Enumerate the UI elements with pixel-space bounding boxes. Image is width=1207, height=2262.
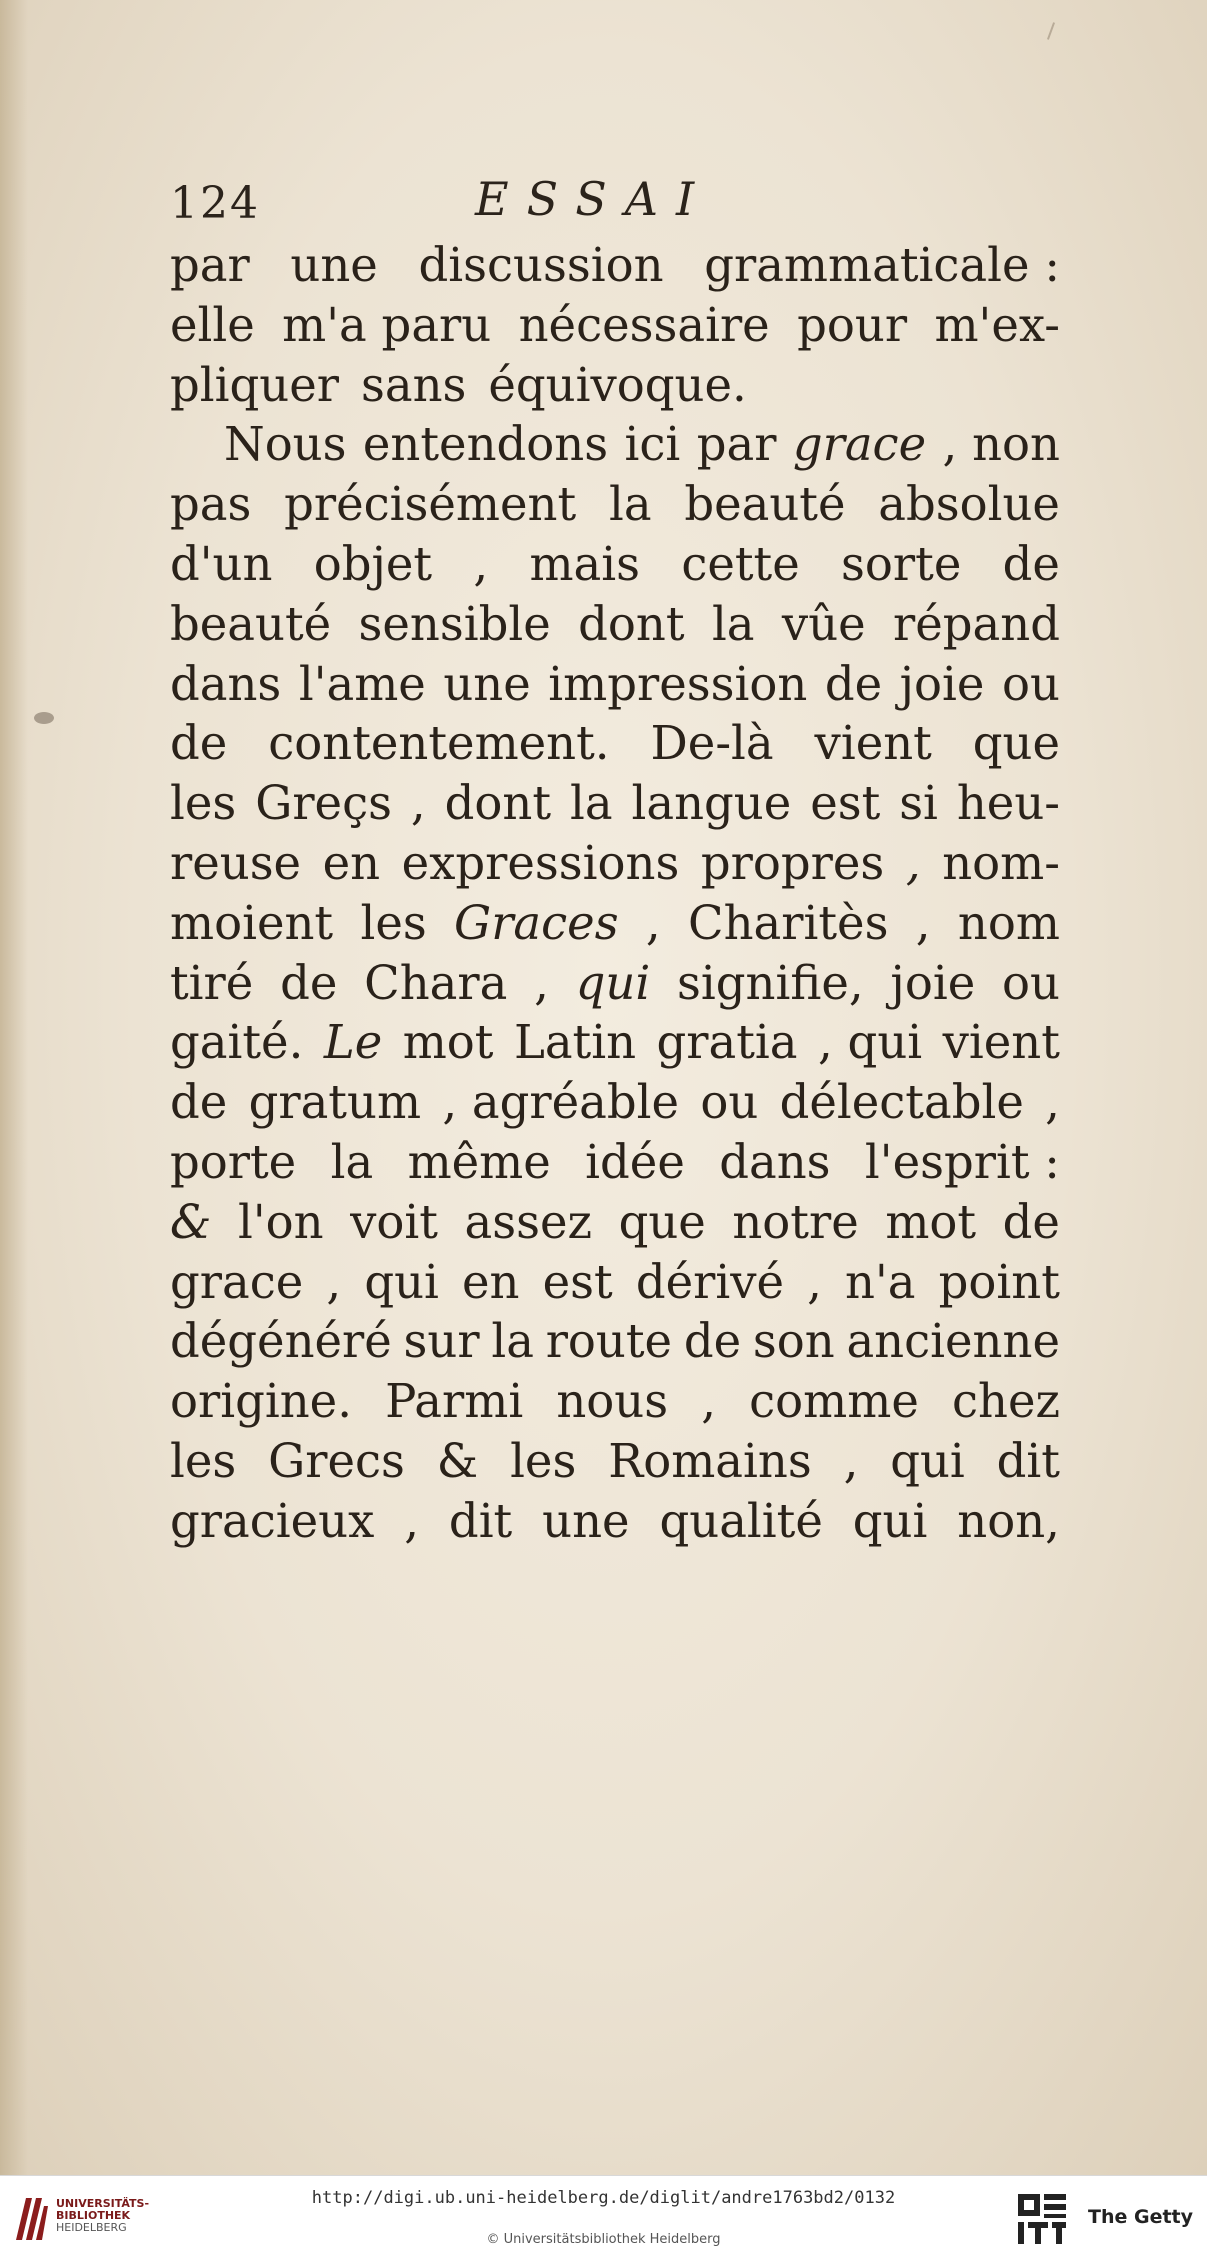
word: vient (942, 1015, 1060, 1070)
page-header (170, 172, 1070, 242)
word: une (290, 238, 378, 292)
word: délectable (779, 1075, 1024, 1130)
word: ou (1002, 955, 1060, 1010)
word: de (1002, 536, 1060, 591)
text-line (170, 1432, 1060, 1492)
word: porte (170, 1134, 297, 1189)
text-line (170, 774, 1060, 834)
word: nécessaire (518, 297, 770, 352)
running-head: ESSAI (475, 172, 713, 226)
word: cette (681, 536, 800, 591)
word: , agréable (442, 1075, 680, 1130)
word: la (711, 596, 755, 651)
word: une (542, 1493, 630, 1548)
word: la (491, 1314, 534, 1369)
word: expressions (401, 835, 680, 890)
word: par (170, 238, 250, 292)
word: les (360, 895, 427, 950)
word: comme (749, 1374, 919, 1429)
word: sans (360, 357, 467, 412)
word: que (972, 716, 1060, 771)
getty-label: The Getty (1088, 2206, 1194, 2228)
word: Latin (513, 1015, 637, 1070)
word: moient (170, 895, 334, 950)
word: , (915, 895, 931, 950)
text-line (170, 1073, 1060, 1133)
word: joie (890, 955, 976, 1010)
word: m'ex- (934, 297, 1060, 352)
word: Charitès (688, 895, 889, 950)
word: en (322, 835, 381, 890)
word: origine. (170, 1374, 352, 1429)
word: mot (402, 1015, 494, 1070)
word: son (752, 1314, 835, 1369)
word: , (843, 1433, 859, 1488)
word: de (683, 1314, 742, 1369)
word: grace (792, 417, 927, 472)
word: Romains (608, 1433, 812, 1488)
ub-name-line: BIBLIOTHEK (56, 2209, 131, 2222)
text-line (170, 1492, 1060, 1552)
word: est (542, 1254, 613, 1309)
text-line (170, 1133, 1060, 1193)
word: chez (951, 1374, 1060, 1429)
word: de (280, 955, 338, 1010)
word: , (645, 895, 661, 950)
word: dégénéré (170, 1314, 392, 1369)
word: impression (548, 656, 808, 711)
word: ici (624, 417, 681, 472)
text-line (170, 415, 1060, 475)
word: , (473, 536, 489, 591)
word: de (824, 656, 883, 711)
text-line (170, 714, 1060, 774)
word: vûe (781, 596, 866, 651)
word: pliquer (170, 357, 339, 412)
word: tiré (170, 955, 254, 1010)
word: une (443, 656, 531, 711)
word: propres (700, 835, 885, 890)
word: beauté (684, 477, 846, 532)
word: sur (403, 1314, 480, 1369)
word: la (330, 1134, 374, 1189)
word: langue (631, 776, 792, 831)
text-line (170, 894, 1060, 954)
ink-mark (1047, 22, 1055, 40)
word: gracieux (170, 1493, 375, 1548)
word: pour (797, 297, 908, 352)
ink-smudge (34, 712, 54, 724)
text-line (170, 595, 1060, 655)
word: Le (323, 1015, 383, 1070)
text-line (170, 655, 1060, 715)
word: , (326, 1254, 342, 1309)
word: , non (942, 417, 1060, 472)
word: mais (529, 536, 641, 591)
word: & (170, 1194, 212, 1249)
word: dit (996, 1433, 1060, 1488)
word: Grecs (268, 1433, 405, 1488)
text-line (170, 1253, 1060, 1313)
text-line (170, 535, 1060, 595)
word: vient (814, 716, 932, 771)
word: la (608, 477, 652, 532)
word: Nous (224, 417, 347, 472)
word: l'on (237, 1194, 324, 1249)
word: Greçs (255, 776, 392, 831)
word: en (462, 1254, 520, 1309)
text-line (170, 475, 1060, 535)
text-line (170, 1013, 1060, 1073)
word: Chara (364, 955, 508, 1010)
word: voit (350, 1194, 438, 1249)
page-binding-shadow (0, 0, 28, 2175)
word: , (534, 955, 549, 1010)
word: que (618, 1194, 706, 1249)
word: sensible (358, 596, 551, 651)
word: qui (890, 1433, 965, 1488)
word: équivoque. (488, 357, 747, 412)
permalink-url[interactable]: http://digi.ub.uni-heidelberg.de/diglit/andre1763bd2/0132 (311, 2188, 896, 2208)
word: dit (448, 1493, 513, 1548)
word: non, (957, 1493, 1060, 1548)
word: ou (700, 1075, 759, 1130)
text-line (170, 954, 1060, 1014)
word: contentement. (268, 716, 610, 771)
text-line (170, 356, 1060, 416)
word: , (807, 1254, 822, 1309)
viewer-footer (0, 2175, 1207, 2262)
text-line (170, 296, 1060, 356)
word: n'a (845, 1254, 916, 1309)
copyright-notice: © Universitätsbibliothek Heidelberg (486, 2232, 721, 2247)
word: Parmi (385, 1374, 524, 1429)
word: objet (313, 536, 433, 591)
word: signifie, (677, 955, 864, 1010)
word: qui (364, 1254, 439, 1309)
word: point (938, 1254, 1060, 1309)
word: reuse (170, 835, 302, 890)
word: dont (444, 776, 552, 831)
word: qui (575, 955, 651, 1010)
word: la (569, 776, 613, 831)
word: gratia (656, 1015, 798, 1070)
word: joie (899, 656, 985, 711)
word: & (436, 1433, 479, 1488)
word: dans (170, 656, 282, 711)
word: de (1002, 1194, 1060, 1249)
word: de (170, 716, 228, 771)
word: gaité. (170, 1015, 304, 1070)
word: , (1045, 1075, 1060, 1130)
word: précisément (284, 477, 577, 532)
body-text (170, 236, 1060, 1552)
word: nom- (942, 835, 1060, 890)
word: les (170, 776, 237, 831)
word: qualité (659, 1493, 823, 1548)
word: beauté (170, 596, 332, 651)
word: discussion (418, 238, 664, 292)
word: absolue (878, 477, 1060, 532)
page-number: 124 (170, 178, 260, 229)
word: nom (957, 895, 1060, 950)
word: entendons (362, 417, 609, 472)
word: , (410, 776, 426, 831)
word: pas (170, 477, 252, 532)
text-line (170, 1312, 1060, 1372)
word: d'un (170, 536, 273, 591)
word: gratum (248, 1075, 422, 1130)
word: si (899, 776, 938, 831)
word: elle (170, 297, 255, 352)
word: assez (464, 1194, 592, 1249)
word: heu- (956, 776, 1060, 831)
word: les (510, 1433, 577, 1488)
word: dans (719, 1134, 831, 1189)
word: mot (885, 1194, 977, 1249)
word: , (404, 1493, 420, 1548)
word: m'a paru (282, 297, 492, 352)
word: est (810, 776, 881, 831)
ub-name-line: HEIDELBERG (56, 2221, 127, 2234)
word: dérivé (635, 1254, 785, 1309)
word: nous (556, 1374, 669, 1429)
text-line (170, 834, 1060, 894)
text-line (170, 1372, 1060, 1432)
word: notre (732, 1194, 859, 1249)
text-line (170, 236, 1060, 296)
word: de (170, 1075, 228, 1130)
word: même (407, 1134, 551, 1189)
word: qui (852, 1493, 928, 1548)
word: l'esprit : (864, 1134, 1060, 1189)
word: Graces (454, 895, 619, 950)
word: , qui (818, 1015, 923, 1070)
word: ou (1001, 656, 1060, 711)
word: De-là (650, 716, 774, 771)
text-line (170, 1193, 1060, 1253)
word: route (545, 1314, 673, 1369)
word: les (170, 1433, 237, 1488)
word: , (905, 835, 921, 890)
word: grammaticale : (704, 238, 1060, 292)
word: idée (585, 1134, 685, 1189)
word: l'ame (298, 656, 426, 711)
word: répand (893, 596, 1060, 651)
ub-name-line: UNIVERSITÄTS- (56, 2197, 150, 2210)
word: par (696, 417, 777, 472)
word: , (701, 1374, 716, 1429)
getty-logo-icon[interactable] (1016, 2192, 1070, 2246)
word: dont (578, 596, 685, 651)
word: ancienne (846, 1314, 1060, 1369)
word: grace (170, 1254, 304, 1309)
word: sorte (841, 536, 962, 591)
